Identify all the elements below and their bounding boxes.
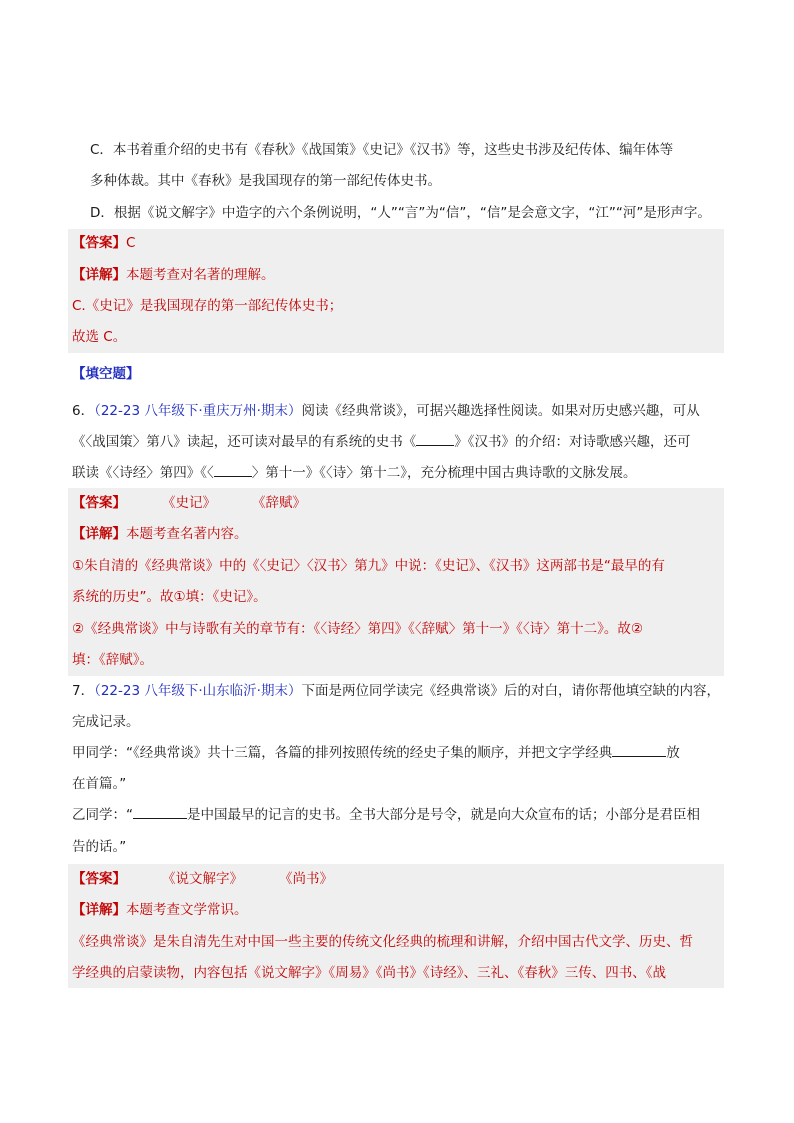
- q5-detail: [72, 266, 275, 284]
- q5-detail-line2: C.《史记》是我国现存的第一部纪传体史书；: [72, 298, 343, 314]
- detail-label: 【详解】: [72, 902, 126, 918]
- answer-label: 【答案】: [72, 871, 126, 887]
- q7-source: （22-23 八年级下·山东临沂·期末）: [94, 683, 302, 699]
- detail-label: 【详解】: [72, 526, 126, 542]
- q6-answer-block: [68, 488, 724, 676]
- q6-detail-line3: 系统的历史”。故①填：《史记》。: [72, 589, 267, 605]
- q6-line2: [72, 433, 691, 451]
- q7-yi-pre: 乙同学：“: [72, 807, 133, 823]
- q7-detail: [72, 901, 248, 919]
- section-title: 【填空题】: [72, 366, 140, 382]
- q7-yi-post: 是中国最早的记言的史书。全书大部分是号令，就是向大众宣布的话；小部分是君臣相: [187, 807, 700, 823]
- q7-jia-line2: 在首篇。”: [72, 776, 127, 792]
- q6-line3: [72, 464, 637, 482]
- q6-line1: [72, 402, 700, 420]
- q7-detail-line3: 学经典的启蒙读物，内容包括《说文解字》《周易》《尚书》《诗经》、三礼、《春秋》三传、四书、《战: [72, 965, 666, 981]
- detail-text: 本题考查文学常识。: [126, 902, 248, 918]
- q6-detail: [72, 525, 248, 543]
- q7-line1: [72, 682, 720, 700]
- q6-line2-post: 》《汉书》的介绍：对诗歌感兴趣，还可: [454, 434, 691, 450]
- q7-jia: [72, 744, 680, 762]
- answer-1: 《说文解字》: [162, 871, 243, 887]
- option-c-line1: C．本书着重介绍的史书有《春秋》《战国策》《史记》《汉书》等，这些史书涉及纪传体、编年体等: [90, 142, 674, 158]
- q7-yi: [72, 806, 700, 824]
- q7-number: 7．: [72, 683, 95, 699]
- q6-detail-line2: ①朱自清的《经典常谈》中的《〈史记〉〈汉书〉第九》中说：《史记》、《汉书》这两部书是“最早的有: [72, 558, 665, 574]
- detail-text: 本题考查对名著的理解。: [126, 267, 275, 283]
- q6-source: （22-23 八年级下·重庆万州·期末）: [94, 403, 302, 419]
- q6-line2-pre: 《〈战国策〉第八》读起，还可读对最早的有系统的史书《: [72, 434, 417, 450]
- q7-answer: [72, 870, 333, 888]
- q6-line1-text: 阅读《经典常谈》，可据兴趣选择性阅读。如果对历史感兴趣，可从: [301, 403, 700, 419]
- q7-detail-line2: 《经典常谈》是朱自清先生对中国一些主要的传统文化经典的梳理和讲解，介绍中国古代文学、历史、哲: [72, 934, 693, 950]
- q5-answer: [72, 234, 135, 252]
- answer-value: C: [126, 235, 136, 251]
- q7-blank-1[interactable]: [612, 744, 666, 757]
- q5-detail-line3: 故选 C。: [72, 329, 127, 345]
- q6-detail-line5: 填：《辞赋》。: [72, 652, 153, 668]
- answer-2: 《尚书》: [279, 871, 333, 887]
- q7-line1-text: 下面是两位同学读完《经典常谈》后的对白，请你帮他填空缺的内容，: [301, 683, 720, 699]
- q6-line3-post: 〉第十一》《〈诗〉第十二》，充分梳理中国古典诗歌的文脉发展。: [251, 465, 637, 481]
- answer-label: 【答案】: [72, 235, 126, 251]
- option-c-line2: 多种体裁。其中《春秋》是我国现存的第一部纪传体史书。: [90, 173, 441, 189]
- q7-yi-line2: 告的话。”: [72, 839, 127, 855]
- q6-blank-2[interactable]: [214, 464, 252, 477]
- q7-jia-pre: 甲同学：“《经典常谈》共十三篇，各篇的排列按照传统的经史子集的顺序，并把文字学经典: [72, 745, 613, 761]
- q6-number: 6．: [72, 403, 95, 419]
- q6-blank-1[interactable]: [416, 433, 454, 446]
- q7-blank-2[interactable]: [133, 806, 187, 819]
- answer-label: 【答案】: [72, 495, 126, 511]
- answer-2: 《辞赋》: [252, 495, 306, 511]
- q5-answer-block: [68, 229, 724, 353]
- detail-label: 【详解】: [72, 267, 126, 283]
- answer-1: 《史记》: [162, 495, 216, 511]
- option-d: D．根据《说文解字》中造字的六个条例说明，“人”“言”为“信”，“信”是会意文字，“江”“河”是形声字。: [90, 205, 711, 221]
- q6-detail-line4: ②《经典常谈》中与诗歌有关的章节有：《〈诗经〉第四》《〈辞赋〉第十一》《〈诗〉第十二》。故②: [72, 621, 643, 637]
- q6-line3-pre: 联读《〈诗经〉第四》《〈: [72, 465, 214, 481]
- detail-text: 本题考查名著内容。: [126, 526, 248, 542]
- q6-answer: [72, 494, 306, 512]
- q7-jia-post: 放: [666, 745, 680, 761]
- q7-line2: 完成记录。: [72, 714, 140, 730]
